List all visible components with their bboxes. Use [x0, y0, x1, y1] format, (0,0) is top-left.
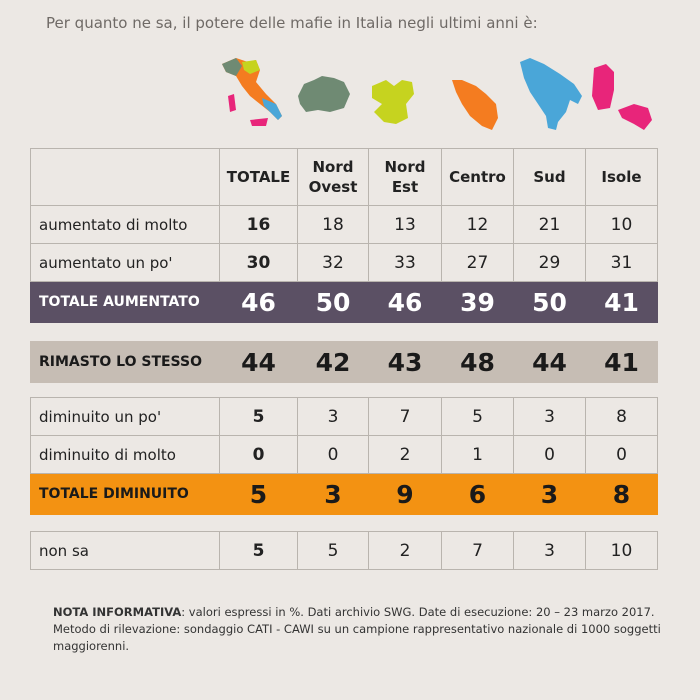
column-header-line: Isole: [601, 168, 642, 186]
value-cell: 48: [442, 342, 514, 383]
value-cell: 0: [220, 436, 298, 474]
value-cell: 44: [514, 342, 586, 383]
value-cell: 9: [369, 474, 442, 515]
value-cell: 10: [586, 206, 658, 244]
column-header: [220, 149, 298, 206]
row-label: non sa: [31, 532, 220, 570]
value-cell: 50: [514, 282, 586, 323]
italy-map-icon: [222, 58, 282, 126]
nord-est-map-icon: [372, 80, 414, 124]
value-cell: 29: [514, 244, 586, 282]
header-row: [31, 149, 658, 206]
table-row: [31, 398, 658, 436]
value-cell: 0: [298, 436, 369, 474]
value-cell: 5: [220, 532, 298, 570]
value-cell: 3: [298, 398, 369, 436]
table-row: [31, 436, 658, 474]
question-text: Per quanto ne sa, il potere delle mafie in Italia negli ultimi anni è:: [46, 14, 538, 32]
value-cell: 46: [369, 282, 442, 323]
note: [53, 604, 663, 655]
value-cell: 7: [369, 398, 442, 436]
row-gap: [31, 323, 658, 342]
sud-map-icon: [520, 58, 582, 130]
column-header-line: Centro: [449, 168, 506, 186]
value-cell: 3: [298, 474, 369, 515]
table-row: [31, 282, 658, 323]
column-header: [514, 149, 586, 206]
value-cell: 13: [369, 206, 442, 244]
value-cell: 7: [442, 532, 514, 570]
table-row: [31, 532, 658, 570]
note-label: NOTA INFORMATIVA: [53, 605, 182, 619]
column-header: [298, 149, 369, 206]
table-row: [31, 474, 658, 515]
value-cell: 50: [298, 282, 369, 323]
value-cell: 0: [586, 436, 658, 474]
value-cell: 30: [220, 244, 298, 282]
value-cell: 16: [220, 206, 298, 244]
value-cell: 3: [514, 532, 586, 570]
header-corner: [31, 149, 220, 206]
value-cell: 5: [442, 398, 514, 436]
value-cell: 12: [442, 206, 514, 244]
row-label: TOTALE DIMINUITO: [31, 474, 220, 515]
table-row: [31, 206, 658, 244]
value-cell: 43: [369, 342, 442, 383]
value-cell: 27: [442, 244, 514, 282]
value-cell: 41: [586, 342, 658, 383]
value-cell: 2: [369, 532, 442, 570]
column-header-line: Nord: [384, 158, 426, 176]
results-table: [30, 148, 658, 570]
value-cell: 41: [586, 282, 658, 323]
value-cell: 21: [514, 206, 586, 244]
isole-map-icon: [592, 64, 652, 130]
column-header-line: Sud: [533, 168, 566, 186]
value-cell: 2: [369, 436, 442, 474]
value-cell: 46: [220, 282, 298, 323]
row-gap: [31, 515, 658, 532]
value-cell: 31: [586, 244, 658, 282]
value-cell: 32: [298, 244, 369, 282]
column-header-line: TOTALE: [226, 168, 291, 186]
value-cell: 3: [514, 398, 586, 436]
column-header-line: Ovest: [308, 178, 358, 196]
table-row: [31, 342, 658, 383]
value-cell: 10: [586, 532, 658, 570]
column-header-line: Nord: [312, 158, 354, 176]
nord-ovest-map-icon: [298, 76, 350, 112]
row-label: aumentato di molto: [31, 206, 220, 244]
region-maps: [0, 0, 700, 150]
value-cell: 8: [586, 474, 658, 515]
row-label: RIMASTO LO STESSO: [31, 342, 220, 383]
row-label: TOTALE AUMENTATO: [31, 282, 220, 323]
column-header: [442, 149, 514, 206]
value-cell: 44: [220, 342, 298, 383]
note-text: : valori espressi in %. Dati archivio SWG. Date di esecuzione: 20 – 23 marzo 2017. Metodo di rilevazione: sondaggio CATI - CAWI su un campione rappresentativo nazionale di 1000 soggetti maggiorenni.: [53, 605, 661, 653]
value-cell: 18: [298, 206, 369, 244]
column-header: [586, 149, 658, 206]
value-cell: 3: [514, 474, 586, 515]
value-cell: 5: [220, 398, 298, 436]
value-cell: 33: [369, 244, 442, 282]
value-cell: 5: [220, 474, 298, 515]
value-cell: 42: [298, 342, 369, 383]
value-cell: 0: [514, 436, 586, 474]
centro-map-icon: [452, 80, 498, 130]
value-cell: 8: [586, 398, 658, 436]
row-label: aumentato un po': [31, 244, 220, 282]
table-row: [31, 244, 658, 282]
value-cell: 1: [442, 436, 514, 474]
value-cell: 39: [442, 282, 514, 323]
column-header: [369, 149, 442, 206]
row-label: diminuito di molto: [31, 436, 220, 474]
value-cell: 5: [298, 532, 369, 570]
column-header-line: Est: [391, 178, 419, 196]
value-cell: 6: [442, 474, 514, 515]
row-gap: [31, 383, 658, 398]
row-label: diminuito un po': [31, 398, 220, 436]
